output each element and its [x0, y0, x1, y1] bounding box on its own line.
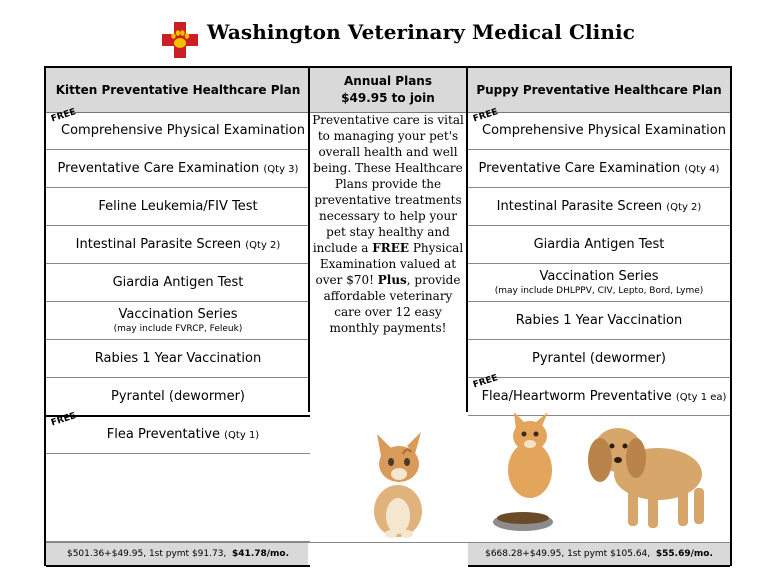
kitten-and-puppy-image [468, 410, 730, 538]
description-text-3: , provide affordable veterinary care over 12 easy monthly payments! [323, 273, 461, 335]
page-header [0, 0, 768, 64]
plan-item-text [97, 427, 259, 442]
plan-item-text [98, 199, 257, 214]
plan-item-text [58, 161, 299, 176]
plan-item-text [472, 389, 727, 404]
plan-item-text [113, 275, 244, 290]
puppy-plan-title: Puppy Preventative Healthcare Plan [468, 66, 730, 113]
plan-item-text [532, 351, 666, 366]
annual-plans-description [308, 112, 468, 412]
kitten-plan-item [46, 378, 310, 417]
description-text-2: Physical Examination valued at over $70! [315, 241, 464, 287]
annual-plans-column [308, 66, 468, 566]
middle-footer-blank [308, 542, 468, 565]
annual-plans-price: $49.95 to join [341, 91, 435, 105]
puppy-plan-item [468, 226, 730, 264]
kitten-image [363, 426, 433, 538]
plan-item-qty: (Qty 1 ea) [675, 392, 727, 403]
puppy-plan-item [468, 107, 730, 150]
puppy-plan-item [468, 302, 730, 340]
plan-item-label: Preventative Care Examination [57, 161, 260, 176]
plan-item-label: Intestinal Parasite Screen [496, 199, 663, 214]
kitten-plan-title: Kitten Preventative Healthcare Plan [46, 66, 310, 113]
plan-item-subtext: (may include FVRCP, Feleuk) [113, 324, 243, 334]
kitten-monthly-price: $41.78/mo. [232, 549, 290, 559]
kitten-price-line: $501.36+$49.95, 1st pymt $91.73, [66, 549, 227, 559]
clinic-name: Washington Veterinary Medical Clinic [207, 20, 635, 44]
kitten-plan-item [46, 264, 310, 302]
paw-cross-logo-icon [162, 22, 198, 58]
annual-plans-header [308, 66, 468, 113]
annual-plans-title: Annual Plans [344, 74, 432, 88]
plan-item-text [95, 351, 261, 366]
plan-item-text [534, 237, 665, 252]
description-free: FREE [372, 241, 410, 255]
plan-item-text [540, 269, 659, 284]
kitten-plan-item [46, 107, 310, 150]
free-badge: FREE [472, 373, 500, 391]
plan-item-text [516, 313, 682, 328]
plan-item-text [479, 161, 720, 176]
plan-item-qty: (Qty 2) [245, 240, 281, 251]
plan-item-label: Rabies 1 Year Vaccination [94, 351, 262, 366]
plans-table [44, 66, 732, 566]
free-badge: FREE [50, 107, 78, 125]
plan-item-qty: (Qty 2) [666, 202, 702, 213]
kitten-plan-item [46, 340, 310, 378]
plan-item-text [497, 199, 702, 214]
plan-item-text [76, 237, 281, 252]
free-badge: FREE [472, 107, 500, 125]
plan-item-text [111, 389, 245, 404]
plan-item-subtext: (may include DHLPPV, CIV, Lepto, Bord, Lyme) [494, 286, 704, 296]
description-text-1: Preventative care is vital to managing your pet's overall health and well being. These Healthcare Plans provide the preventative treatments necessary to help your pet stay healthy and include a [312, 113, 464, 255]
kitten-plan-column [44, 66, 310, 566]
plan-item-label: Comprehensive Physical Examination [61, 123, 305, 138]
kitten-plan-item [46, 411, 310, 454]
puppy-plan-item [468, 340, 730, 378]
kitten-plan-item [46, 150, 310, 188]
kitten-price-footer [46, 542, 310, 567]
plan-item-label: Flea Preventative [106, 427, 221, 442]
plan-item-text [119, 307, 238, 322]
free-badge: FREE [50, 411, 78, 429]
description-plus: Plus [377, 273, 407, 287]
kitten-plan-item [46, 226, 310, 264]
plan-item-text [472, 123, 726, 138]
plan-item-label: Rabies 1 Year Vaccination [515, 313, 683, 328]
kitten-plan-item [46, 188, 310, 226]
puppy-plan-item [468, 264, 730, 302]
puppy-price-footer [468, 542, 730, 567]
puppy-plan-item [468, 150, 730, 188]
plan-item-qty: (Qty 1) [224, 430, 260, 441]
plan-item-label: Pyrantel (dewormer) [531, 351, 667, 366]
plan-item-label: Comprehensive Physical Examination [482, 123, 726, 138]
plan-item-label: Giardia Antigen Test [112, 275, 244, 290]
plan-item-qty: (Qty 4) [684, 164, 720, 175]
puppy-price-line: $668.28+$49.95, 1st pymt $105.64, [485, 549, 651, 559]
plan-item-label: Feline Leukemia/FIV Test [98, 199, 258, 214]
plan-item-label: Preventative Care Examination [478, 161, 681, 176]
plan-item-label: Vaccination Series [539, 269, 659, 284]
plan-item-label: Pyrantel (dewormer) [110, 389, 246, 404]
plan-item-label: Flea/Heartworm Preventative [481, 389, 672, 404]
puppy-plan-column [468, 66, 732, 566]
plan-item-text [51, 123, 305, 138]
kitten-plan-item [46, 302, 310, 340]
plan-item-label: Giardia Antigen Test [533, 237, 665, 252]
kitten-empty-cell [46, 456, 310, 542]
puppy-plan-item [468, 188, 730, 226]
plan-item-label: Intestinal Parasite Screen [75, 237, 242, 252]
plan-item-qty: (Qty 3) [263, 164, 299, 175]
plan-item-label: Vaccination Series [118, 307, 238, 322]
puppy-monthly-price: $55.69/mo. [655, 549, 713, 559]
